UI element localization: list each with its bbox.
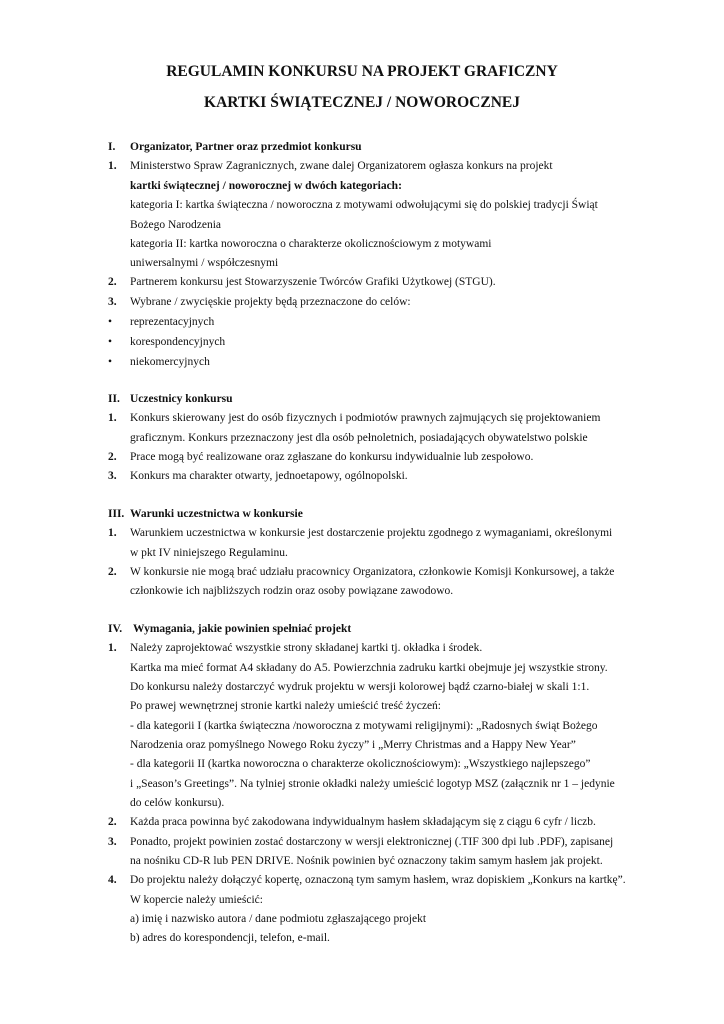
s2-item-1-line-2: graficznym. Konkurs przeznaczony jest dla osób pełnoletnich, posiadających obywatelstwo polskie <box>130 432 588 444</box>
s1-item-1-number: 1. <box>108 160 117 172</box>
s4-item-1-line-1: Należy zaprojektować wszystkie strony składanej kartki tj. okładka i środek. <box>130 642 483 654</box>
section-3-number: III. <box>108 508 125 520</box>
s1-item-1-line-1: Ministerstwo Spraw Zagranicznych, zwane dalej Organizatorem ogłasza konkurs na projekt <box>130 160 553 172</box>
section-1-number: I. <box>108 141 116 153</box>
s1-item-1-line-4: Bożego Narodzenia <box>130 219 222 231</box>
s1-item-1-line-3: kategoria I: kartka świąteczna / noworoczna z motywami odwołującymi się do polskiej tradycji Świąt <box>130 199 598 211</box>
s4-item-3-line-1: Ponadto, projekt powinien zostać dostarczony w wersji elektronicznej (.TIF 300 dpi lub .PDF), zapisanej <box>130 836 614 848</box>
s4-item-4-line-4: b) adres do korespondencji, telefon, e-mail. <box>130 932 330 944</box>
s4-item-1-line-6: Narodzenia oraz pomyślnego Nowego Roku życzy” i „Merry Christmas and a Happy New Year” <box>130 739 576 751</box>
s3-item-1-number: 1. <box>108 527 117 539</box>
s1-bullet-1: reprezentacyjnych <box>130 316 215 328</box>
s4-item-1-line-8: i „Season’s Greetings”. Na tylniej stronie okładki należy umieścić logotyp MSZ (załącznik nr 1 – jedynie <box>130 778 615 790</box>
s3-item-1-line-2: w pkt IV niniejszego Regulaminu. <box>130 547 288 559</box>
s4-item-1-number: 1. <box>108 642 117 654</box>
s2-item-3-line-1: Konkurs ma charakter otwarty, jednoetapowy, ogólnopolski. <box>130 470 408 482</box>
s1-item-1-line-6: uniwersalnymi / współczesnymi <box>130 257 279 269</box>
s4-item-1-line-2: Kartka ma mieć format A4 składany do A5. Powierzchnia zadruku kartki obejmuje jej wszystkie strony. <box>130 662 608 674</box>
s1-item-1-line-5: kategoria II: kartka noworoczna o charakterze okolicznościowym z motywami <box>130 238 492 250</box>
s4-item-1-line-3: Do konkursu należy dostarczyć wydruk projektu w wersji kolorowej bądź czarno-białej w skali 1:1. <box>130 681 590 693</box>
s4-item-4-line-1: Do projektu należy dołączyć kopertę, oznaczoną tym samym hasłem, wraz dopiskiem „Konkurs na kartkę”. <box>130 874 626 886</box>
s2-item-1-line-1: Konkurs skierowany jest do osób fizycznych i podmiotów prawnych zajmujących się projektowaniem <box>130 412 601 424</box>
bullet-icon: • <box>108 316 113 328</box>
s1-item-2-number: 2. <box>108 276 117 288</box>
s1-item-3-number: 3. <box>108 296 117 308</box>
s3-item-1-line-1: Warunkiem uczestnictwa w konkursie jest dostarczenie projektu zgodnego z wymaganiami, określonymi <box>130 527 613 539</box>
s4-item-1-line-9: do celów konkursu). <box>130 797 225 809</box>
s2-item-1-number: 1. <box>108 412 117 424</box>
section-4-heading: Wymagania, jakie powinien spełniać projekt <box>133 623 352 635</box>
s1-bullet-3: niekomercyjnych <box>130 356 210 368</box>
s4-item-4-line-2: W kopercie należy umieścić: <box>130 894 263 906</box>
s1-bullet-2: korespondencyjnych <box>130 336 226 348</box>
s3-item-2-line-1: W konkursie nie mogą brać udziału pracownicy Organizatora, członkowie Komisji Konkursowej, a także <box>130 566 615 578</box>
s1-item-3-line-1: Wybrane / zwycięskie projekty będą przeznaczone do celów: <box>130 296 411 308</box>
s4-item-2-line-1: Każda praca powinna być zakodowana indywidualnym hasłem składającym się z ciągu 6 cyfr / liczb. <box>130 816 596 828</box>
s4-item-3-number: 3. <box>108 836 117 848</box>
s3-item-2-line-2: członkowie ich najbliższych rodzin oraz osoby powiązane zawodowo. <box>130 585 454 597</box>
bullet-icon: • <box>108 336 113 348</box>
s4-item-1-line-4: Po prawej wewnętrznej stronie kartki należy umieścić treść życzeń: <box>130 700 442 712</box>
bullet-icon: • <box>108 356 113 368</box>
section-1-heading: Organizator, Partner oraz przedmiot konkursu <box>130 141 362 153</box>
s4-item-4-number: 4. <box>108 874 117 886</box>
section-2-number: II. <box>108 393 120 405</box>
s4-item-4-line-3: a) imię i nazwisko autora / dane podmiotu zgłaszającego projekt <box>130 913 427 925</box>
document-title-line-2: KARTKI ŚWIĄTECZNEJ / NOWOROCZNEJ <box>204 94 520 111</box>
s3-item-2-number: 2. <box>108 566 117 578</box>
document-title-line-1: REGULAMIN KONKURSU NA PROJEKT GRAFICZNY <box>166 63 558 80</box>
s4-item-1-line-5: - dla kategorii I (kartka świąteczna /noworoczna z motywami religijnymi): „Radosnych świąt Bożego <box>130 720 598 732</box>
s2-item-2-line-1: Prace mogą być realizowane oraz zgłaszane do konkursu indywidualnie lub zespołowo. <box>130 451 534 463</box>
s1-item-2-line-1: Partnerem konkursu jest Stowarzyszenie Twórców Grafiki Użytkowej (STGU). <box>130 276 496 288</box>
section-2-heading: Uczestnicy konkursu <box>130 393 233 405</box>
s4-item-3-line-2: na nośniku CD-R lub PEN DRIVE. Nośnik powinien być oznaczony takim samym hasłem jak projekt. <box>130 855 603 867</box>
s1-item-1-line-2: kartki świątecznej / noworocznej w dwóch kategoriach: <box>130 180 402 192</box>
s4-item-1-line-7: - dla kategorii II (kartka noworoczna o charakterze okolicznościowym): „Wszystkiego najlepszego” <box>130 758 591 770</box>
section-3-heading: Warunki uczestnictwa w konkursie <box>130 508 303 520</box>
s2-item-2-number: 2. <box>108 451 117 463</box>
section-4-number: IV. <box>108 623 123 635</box>
s2-item-3-number: 3. <box>108 470 117 482</box>
s4-item-2-number: 2. <box>108 816 117 828</box>
